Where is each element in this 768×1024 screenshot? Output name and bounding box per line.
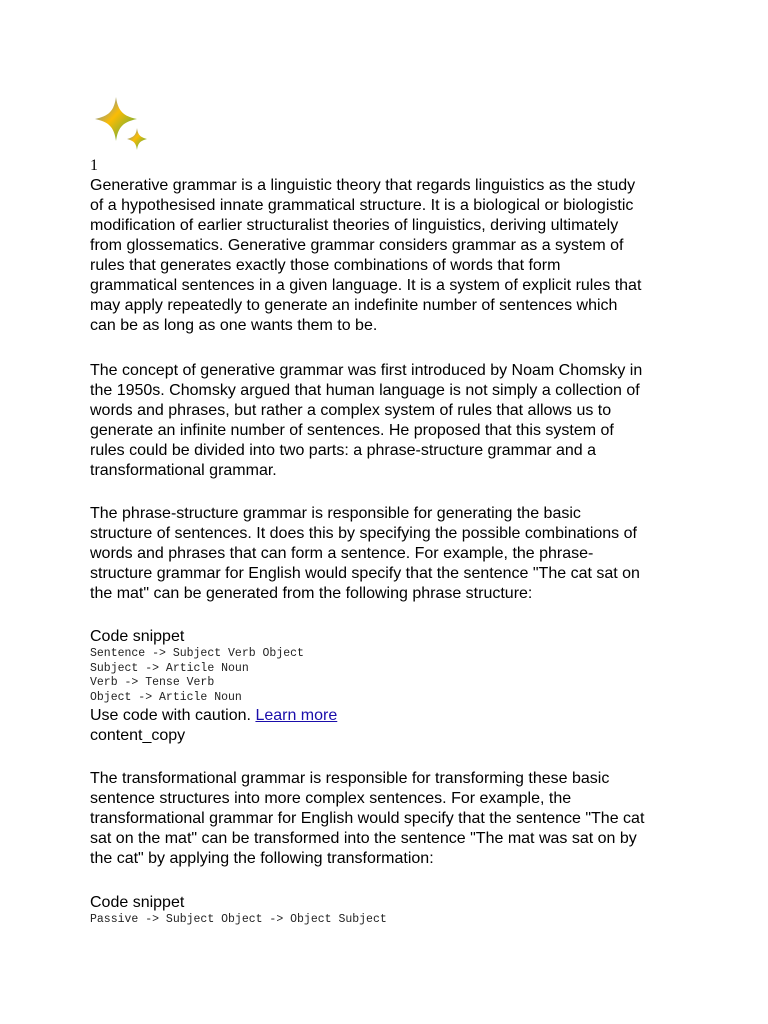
text-line: from glossematics. Generative grammar considers grammar as a system of xyxy=(90,237,624,254)
text-line: modification of earlier structuralist theories of linguistics, deriving ultimately xyxy=(90,217,619,234)
text-line: sentence structures into more complex sentences. For example, the xyxy=(90,790,572,807)
text-line: rules could be divided into two parts: a phrase-structure grammar and a xyxy=(90,442,597,459)
text-line: grammatical sentences in a given language. It is a system of explicit rules that xyxy=(90,277,642,294)
code-block-2 xyxy=(90,913,387,928)
text-line: can be as long as one wants them to be. xyxy=(90,317,378,334)
text-line: transformational grammar for English would specify that the sentence "The cat xyxy=(90,810,645,827)
paragraph-4 xyxy=(90,769,690,869)
text-line: words and phrases, but rather a complex system of rules that allows us to xyxy=(90,402,612,419)
text-line: transformational grammar. xyxy=(90,462,277,479)
code-block xyxy=(90,647,304,705)
text-line: words and phrases that can form a sentence. For example, the phrase- xyxy=(90,545,594,562)
text-line: Generative grammar is a linguistic theory that regards linguistics as the study xyxy=(90,177,636,194)
text-line: the mat" can be generated from the following phrase structure: xyxy=(90,585,533,602)
code-line: Passive -> Subject Object -> Object Subject xyxy=(90,913,387,926)
text-line: the cat" by applying the following transformation: xyxy=(90,850,434,867)
text-line: rules that generates exactly those combinations of words that form xyxy=(90,257,561,274)
text-line: The phrase-structure grammar is responsible for generating the basic xyxy=(90,505,581,522)
paragraph-3 xyxy=(90,504,690,604)
code-snippet-heading: Code snippet xyxy=(90,628,185,645)
text-line: of a hypothesised innate grammatical structure. It is a biological or biologistic xyxy=(90,197,634,214)
code-line: Object -> Article Noun xyxy=(90,690,242,704)
text-line: structure of sentences. It does this by specifying the possible combinations of xyxy=(90,525,637,542)
code-caution-line xyxy=(90,706,690,726)
code-snippet-heading-2: Code snippet xyxy=(90,894,185,911)
code-line: Verb -> Tense Verb xyxy=(90,676,215,689)
page-number: 1 xyxy=(90,157,98,174)
paragraph-2 xyxy=(90,361,690,481)
caution-text: Use code with caution. xyxy=(90,707,251,724)
text-line: may apply repeatedly to generate an indefinite number of sentences which xyxy=(90,297,618,314)
paragraph-1 xyxy=(90,176,690,336)
text-line: the 1950s. Chomsky argued that human language is not simply a collection of xyxy=(90,382,640,399)
text-line: generate an infinite number of sentences. He proposed that this system of xyxy=(90,422,614,439)
text-line: sat on the mat" can be transformed into the sentence "The mat was sat on by xyxy=(90,830,637,847)
code-line: Subject -> Article Noun xyxy=(90,661,249,675)
code-line: Sentence -> Subject Verb Object xyxy=(90,647,304,660)
copy-code-button[interactable]: content_copy xyxy=(90,727,186,744)
sparkle-icon xyxy=(93,95,149,153)
learn-more-link[interactable]: Learn more xyxy=(255,707,338,724)
text-line: The concept of generative grammar was first introduced by Noam Chomsky in xyxy=(90,362,643,379)
text-line: The transformational grammar is responsible for transforming these basic xyxy=(90,770,610,787)
text-line: structure grammar for English would specify that the sentence "The cat sat on xyxy=(90,565,640,582)
